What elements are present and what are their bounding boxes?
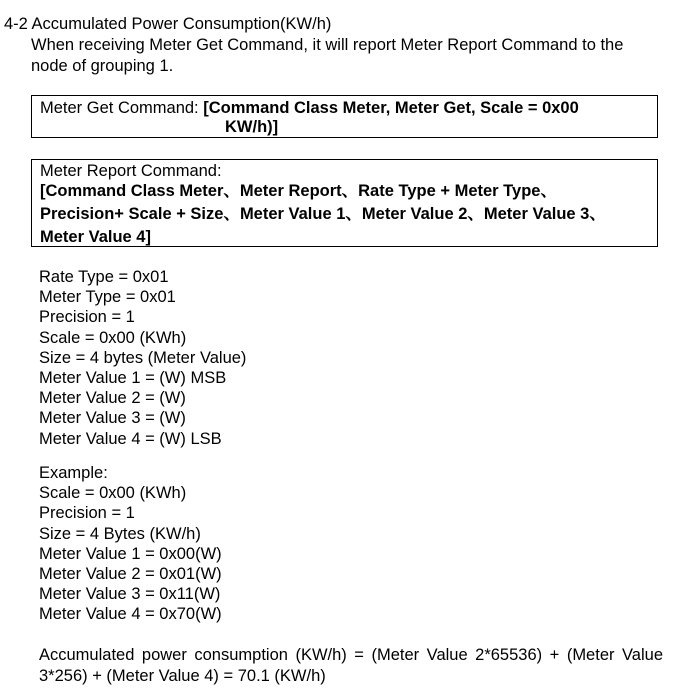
example-title: Example: (39, 464, 108, 482)
list-item: Scale = 0x00 (KWh) (39, 484, 187, 503)
list-item: Meter Type = 0x01 (39, 288, 176, 307)
section-heading: 4-2 Accumulated Power Consumption(KW/h) (4, 15, 332, 33)
list-item: Meter Value 2 = 0x01(W) (39, 565, 222, 584)
list-item: Size = 4 bytes (Meter Value) (39, 348, 247, 367)
list-item: Precision = 1 (39, 504, 135, 523)
formula-text: Accumulated power consumption (KW/h) = (Meter Value 2*65536) + (Meter Value 3*256) + (Meter Value 4) = 70.1 (KW/h) (39, 646, 663, 685)
list-item: Meter Value 2 = (W) (39, 389, 186, 408)
example-list (39, 463, 222, 625)
list-item: Meter Value 1 = 0x00(W) (39, 544, 222, 563)
meter-get-command-line2: KW/h)] (225, 118, 279, 136)
meter-report-command-line1: [Command Class Meter、Meter Report、Rate Type + Meter Type、 (40, 182, 557, 200)
list-item: Meter Value 4 = (W) LSB (39, 429, 222, 448)
meter-report-command-box (31, 159, 658, 247)
meter-get-command-label: Meter Get Command: (40, 99, 204, 117)
list-item: Scale = 0x00 (KWh) (39, 328, 187, 347)
section-intro: When receiving Meter Get Command, it will report Meter Report Command to the node of grouping 1. (31, 36, 624, 75)
meter-report-command-line3: Meter Value 4] (40, 228, 151, 246)
list-item: Meter Value 3 = 0x11(W) (39, 585, 221, 604)
meter-get-command-line1: [Command Class Meter, Meter Get, Scale = 0x00 (203, 99, 579, 117)
field-list (39, 267, 246, 449)
meter-report-command-label: Meter Report Command: (40, 162, 222, 180)
list-item: Meter Value 3 = (W) (39, 409, 186, 428)
list-item: Precision = 1 (39, 308, 135, 327)
list-item: Rate Type = 0x01 (39, 268, 169, 286)
meter-get-command-box (31, 95, 658, 138)
list-item: Size = 4 Bytes (KW/h) (39, 524, 201, 543)
meter-report-command-line2: Precision+ Scale + Size、Meter Value 1、Meter Value 2、Meter Value 3、 (40, 205, 606, 223)
list-item: Meter Value 1 = (W) MSB (39, 369, 227, 388)
list-item: Meter Value 4 = 0x70(W) (39, 605, 222, 624)
